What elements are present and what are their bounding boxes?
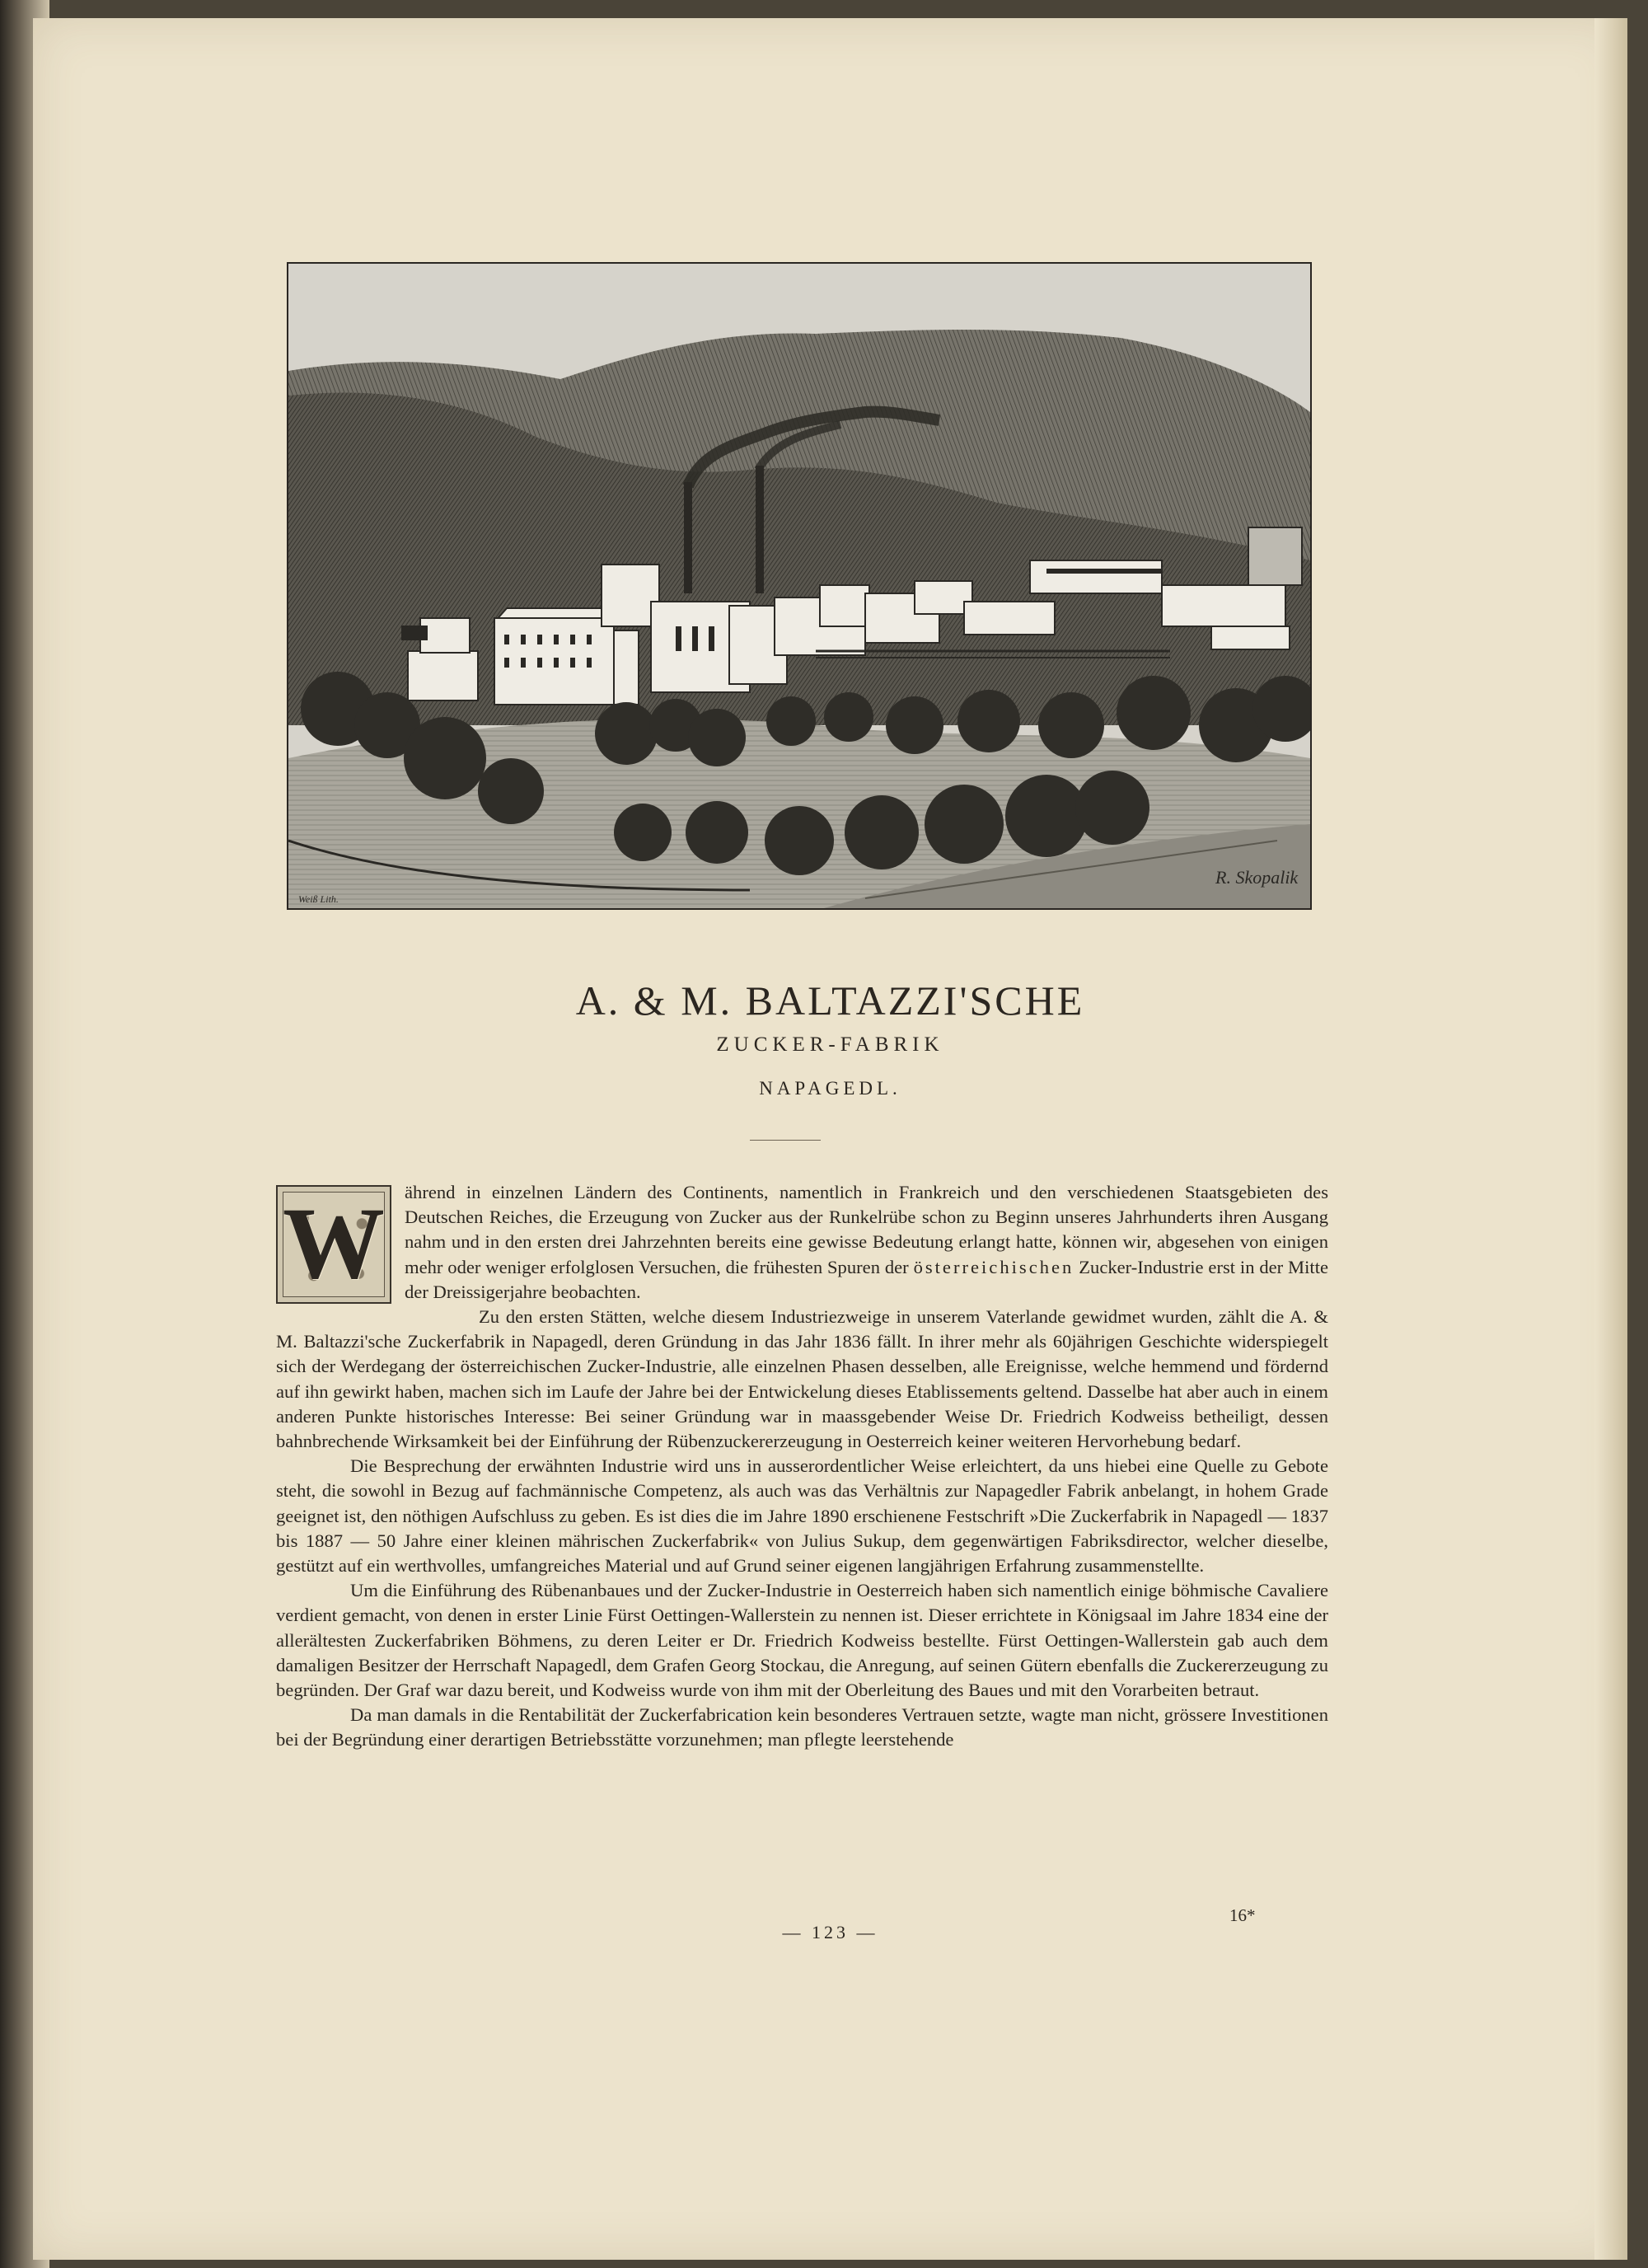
paragraph-5: Da man damals in die Rentabilität der Zuckerfabrication kein besonderes Vertrauen setzte, wagte man nicht, grössere Investitionen bei der Begründung einer derartigen Betriebsstätte vorzunehmen; man pflegte leerstehende <box>276 1704 1328 1750</box>
paragraph-2: Zu den ersten Stätten, welche diesem Industriezweige in unserem Vaterlande gewidmet wurden, zählt die A. & M. Baltazzi'sche Zuckerfabrik in Napagedl, deren Gründung in das Jahr 1836 fällt. In ihrer mehr als 60jährigen Geschichte widerspiegelt sich der Werdegang der österreichischen Zucker-Industrie, alle einzelnen Phasen desselben, alle Ereignisse, welche hemmend und fördernd auf ihn gewirkt haben, machen sich im Laufe der Jahre bei der Entwickelung dieses Etablissements geltend. Dasselbe hat aber auch in einem anderen Punkte historisches Interesse: Bei seiner Gründung war in maassgebender Weise Dr. Friedrich Kodweiss betheiligt, dessen bahnbrechende Wirksamkeit bei der Einführung der Rübenzuckererzeugung in Oesterreich keiner weiteren Hervorhebung bedarf. <box>276 1306 1328 1452</box>
article-location: NAPAGEDL. <box>759 1078 901 1099</box>
paragraph-1 <box>276 1180 1328 1305</box>
book-page <box>33 18 1627 2260</box>
paragraph-1-text-b: Zucker-Industrie erst in der Mitte der Dreissigerjahre beobachten. <box>405 1256 1328 1302</box>
article-body <box>276 1180 1328 1753</box>
page-number: — 123 — <box>782 1922 878 1942</box>
title-divider <box>750 1140 821 1141</box>
paragraph-4: Um die Einführung des Rübenanbaues und der Zucker-Industrie in Oesterreich haben sich namentlich einige böhmische Cavaliere verdient gemacht, von denen in erster Linie Fürst Oettingen-Wallerstein zu nennen ist. Dieser errichtete in Königsaal im Jahre 1834 eine der allerältesten Zuckerfabriken Böhmens, zu deren Leiter er Dr. Friedrich Kodweiss bestellte. Fürst Oettingen-Wallerstein gab auch dem damaligen Besitzer der Herrschaft Napagedl, dem Grafen Georg Stockau, die Anregung, auf seinen Gütern ebenfalls die Zuckererzeugung zu begründen. Der Graf war dazu bereit, und Kodweiss wurde von ihm mit der Oberleitung des Baues und mit den Vorarbeiten betraut. <box>276 1580 1328 1701</box>
paragraph-1-text-a: ährend in einzelnen Ländern des Continents, namentlich in Frankreich und den verschiedenen Staatsgebieten des Deutschen Reiches, die Erzeugung von Zucker aus der Runkelrübe schon zu Beginn unseres Jahrhunderts ihren Ausgang nahm und in den ersten drei Jahrzehnten bereits eine gewisse Bedeutung erlangt hatte, können wir, abgesehen von einigen mehr oder weniger erfolglosen Versuchen, die frühesten Spuren der <box>405 1182 1328 1277</box>
article-title: A. & M. BALTAZZI'SCHE <box>575 977 1085 1024</box>
initial-letter: W <box>283 1187 385 1300</box>
engraver-signature-right: R. Skopalik <box>1215 867 1299 888</box>
engraver-signature-left: Weiß Lith. <box>298 893 339 905</box>
factory-landscape-illustration <box>288 264 1310 908</box>
signature-mark: 16* <box>1229 1905 1256 1925</box>
paragraph-1-spaced-word: österreichischen <box>913 1256 1074 1277</box>
paragraph-3: Die Besprechung der erwähnten Industrie wird uns in ausserordentlicher Weise erleichtert, da uns hiebei eine Quelle zu Gebote steht, die sowohl in Bezug auf fachmännische Competenz, als auch was das Verhältnis zur Napagedler Fabrik anbelangt, in hohem Grade geeignet ist, den nöthigen Aufschluss zu geben. Es ist dies die im Jahre 1890 erschienene Festschrift »Die Zuckerfabrik in Napagedl — 1837 bis 1887 — 50 Jahre einer kleinen mährischen Zuckerfabrik« von Julius Sukup, dem gegenwärtigen Fabriksdirector, welcher dieselbe, gestützt auf ein werthvolles, umfangreiches Material und auf Grund seiner eigenen langjährigen Erfahrung zusammenstellte. <box>276 1455 1328 1577</box>
article-subtitle: ZUCKER-FABRIK <box>716 1033 944 1056</box>
ornamental-initial <box>276 1185 391 1304</box>
factory-engraving <box>287 262 1312 910</box>
